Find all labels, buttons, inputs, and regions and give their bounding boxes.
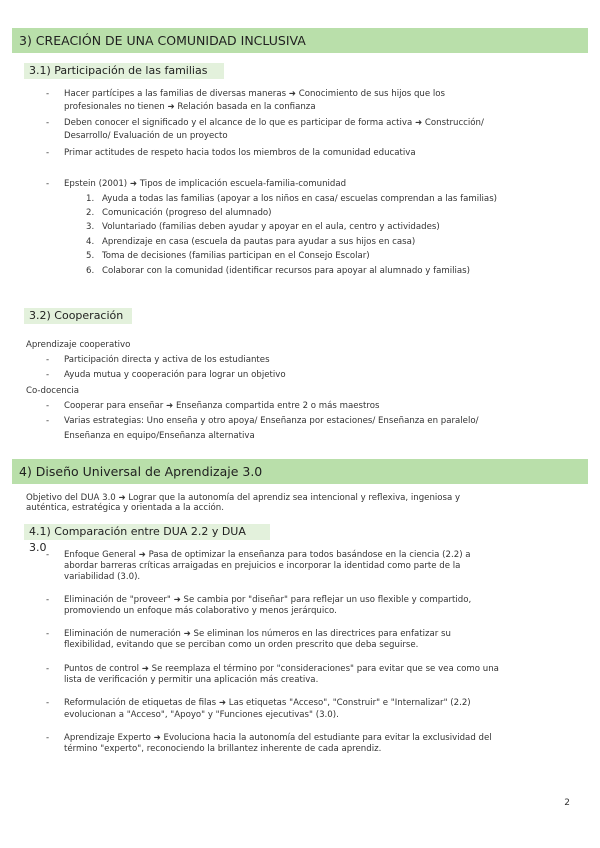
bullet-dash: - — [46, 698, 50, 708]
list-number: 6. — [86, 266, 95, 276]
section-4-heading: 4) Diseño Universal de Aprendizaje 3.0 — [12, 459, 588, 484]
bullet-dash: - — [46, 416, 50, 426]
bullet-dash: - — [46, 664, 50, 674]
bullet-line: Participación directa y activa de los estudiantes — [64, 355, 270, 365]
bullet-dash: - — [46, 629, 50, 639]
bullet-line: término "experto", reconociendo la brillantez inherente de cada aprendiz. — [64, 744, 382, 754]
subsection-3-1-heading: 3.1) Participación de las familias — [24, 63, 224, 79]
bullet-line: evolucionan a "Acceso", "Apoyo" y "Funciones ejecutivas" (3.0). — [64, 710, 339, 720]
section-3-heading: 3) CREACIÓN DE UNA COMUNIDAD INCLUSIVA — [12, 28, 588, 53]
bullet-line: Puntos de control ➜ Se reemplaza el término por "consideraciones" para evitar que se vea como una — [64, 664, 499, 674]
bullet-dash: - — [46, 179, 50, 189]
bullet-dash: - — [46, 401, 50, 411]
bullet-line: promoviendo un enfoque más colaborativo y menos jerárquico. — [64, 606, 337, 616]
bullet-line: Enfoque General ➜ Pasa de optimizar la enseñanza para todos basándose en la ciencia (2.2) a — [64, 550, 471, 560]
list-item: Colaborar con la comunidad (identificar recursos para apoyar al alumnado y familias) — [102, 266, 471, 276]
bullet-line: Deben conocer el significado y el alcance de lo que es participar de forma activa ➜ Construcción/ — [64, 118, 484, 128]
bullet-dash: - — [46, 355, 50, 365]
bullet-line: abordar barreras críticas arraigadas en prejuicios e incorporar la identidad como parte de la — [64, 561, 461, 571]
list-number: 3. — [86, 222, 95, 232]
bullet-line: profesionales no tienen ➜ Relación basada en la confianza — [64, 102, 316, 112]
page-number: 2 — [564, 798, 570, 808]
bullet-dash: - — [46, 595, 50, 605]
subsection-4-1-heading: 4.1) Comparación entre DUA 2.2 y DUA 3.0 — [24, 524, 270, 540]
bullet-line: Eliminación de numeración ➜ Se eliminan los números en las directrices para enfatizar su — [64, 629, 451, 639]
bullet-line: Desarrollo/ Evaluación de un proyecto — [64, 131, 228, 141]
list-item: Toma de decisiones (familias participan en el Consejo Escolar) — [102, 251, 370, 261]
bullet-dash: - — [46, 89, 50, 99]
list-item: Ayuda a todas las familias (apoyar a los niños en casa/ escuelas comprendan a las familias) — [102, 194, 498, 204]
list-number: 1. — [86, 194, 95, 204]
list-number: 5. — [86, 251, 95, 261]
bullet-line: Aprendizaje Experto ➜ Evoluciona hacia la autonomía del estudiante para evitar la exclusividad del — [64, 733, 492, 743]
list-number: 2. — [86, 208, 95, 218]
bullet-line: Reformulación de etiquetas de filas ➜ Las etiquetas "Acceso", "Construir" e "Internalizar" (2.2) — [64, 698, 471, 708]
bullet-dash: - — [46, 550, 50, 560]
list-item: Comunicación (progreso del alumnado) — [102, 208, 272, 218]
bullet-line: Hacer partícipes a las familias de diversas maneras ➜ Conocimiento de sus hijos que los — [64, 89, 445, 99]
bullet-line: Enseñanza en equipo/Enseñanza alternativa — [64, 431, 255, 441]
subsection-3-2-heading: 3.2) Cooperación — [24, 308, 132, 324]
bullet-line: Ayuda mutua y cooperación para lograr un objetivo — [64, 370, 286, 380]
objective-line: Objetivo del DUA 3.0 ➜ Lograr que la autonomía del aprendiz sea intencional y reflexiva, ingeniosa y — [26, 493, 461, 503]
list-item: Voluntariado (familias deben ayudar y apoyar en el aula, centro y actividades) — [102, 222, 440, 232]
codoc-label: Co-docencia — [26, 386, 80, 396]
bullet-line: Varias estrategias: Uno enseña y otro apoya/ Enseñanza por estaciones/ Enseñanza en paralelo/ — [64, 416, 479, 426]
coop-label: Aprendizaje cooperativo — [26, 340, 131, 350]
bullet-dash: - — [46, 148, 50, 158]
bullet-line: Eliminación de "proveer" ➜ Se cambia por "diseñar" para reflejar un uso flexible y compartido, — [64, 595, 472, 605]
bullet-dash: - — [46, 118, 50, 128]
bullet-line: lista de verificación y permitir una aplicación más creativa. — [64, 675, 319, 685]
epstein-line: Epstein (2001) ➜ Tipos de implicación escuela-familia-comunidad — [64, 179, 347, 189]
bullet-dash: - — [46, 733, 50, 743]
objective-line: auténtica, estratégica y orientada a la acción. — [26, 503, 224, 513]
list-item: Aprendizaje en casa (escuela da pautas para ayudar a sus hijos en casa) — [102, 237, 416, 247]
bullet-line: Primar actitudes de respeto hacia todos los miembros de la comunidad educativa — [64, 148, 416, 158]
bullet-line: flexibilidad, evitando que se perciban como un orden prescrito que deba seguirse. — [64, 640, 419, 650]
bullet-line: Cooperar para enseñar ➜ Enseñanza compartida entre 2 o más maestros — [64, 401, 380, 411]
list-number: 4. — [86, 237, 95, 247]
bullet-line: variabilidad (3.0). — [64, 572, 141, 582]
bullet-dash: - — [46, 370, 50, 380]
